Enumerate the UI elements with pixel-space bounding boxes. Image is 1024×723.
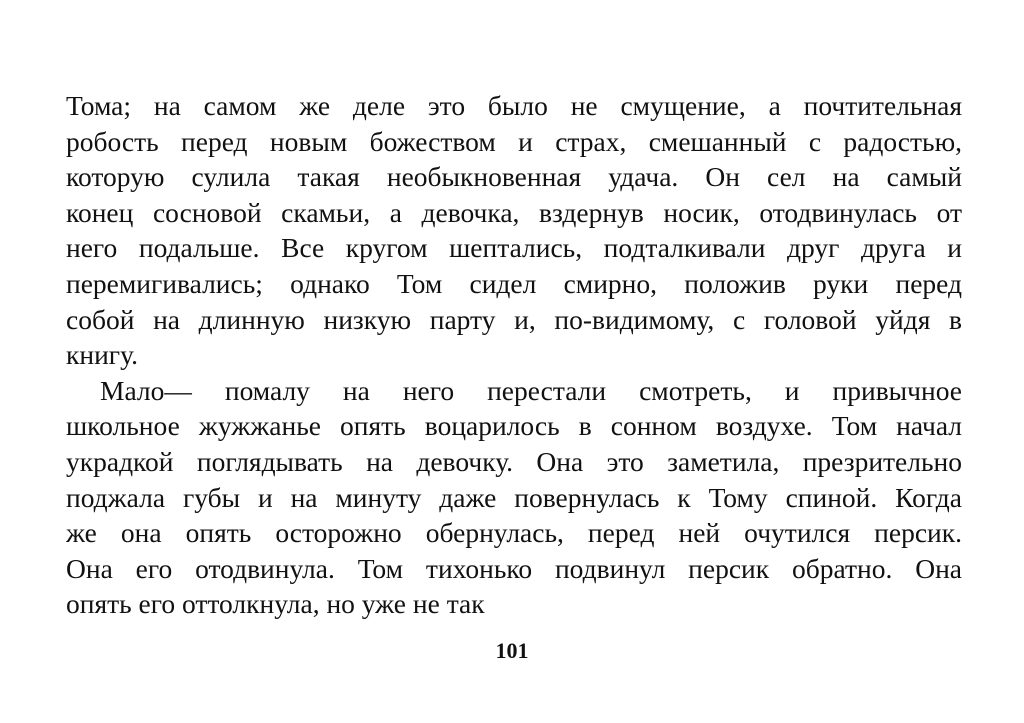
text-line: Она его отодвинула. Том тихонько подвинул персик обратно. Она <box>66 552 962 584</box>
page-text <box>66 88 962 622</box>
text-line: Тома; на самом же деле это было не смущение, а почтительная <box>66 90 962 121</box>
text-line: опять его оттолкнула, но уже не так <box>66 588 485 620</box>
text-line: перемигивались; однако Том сидел смирно, положив руки перед <box>66 267 962 299</box>
page-number: 101 <box>495 638 529 663</box>
text-line: конец сосновой скамьи, а девочка, вздернув носик, отодвинулась от <box>66 196 962 228</box>
text-line: него подальше. Все кругом шептались, подталкивали друг друга и <box>66 232 962 264</box>
text-line: Мало— помалу на него перестали смотреть, и привычное <box>100 374 962 406</box>
text-line: же она опять осторожно обернулась, перед ней очутился персик. <box>66 517 962 549</box>
text-line: украдкой поглядывать на девочку. Она это заметила, презрительно <box>66 445 962 477</box>
text-line: робость перед новым божеством и страх, смешанный с радостью, <box>66 125 962 157</box>
text-line: книгу. <box>66 339 138 371</box>
text-line: школьное жужжанье опять воцарилось в сонном воздухе. Том начал <box>66 410 962 442</box>
text-line: поджала губы и на минуту даже повернулась к Тому спиной. Когда <box>66 481 962 513</box>
text-line: собой на длинную низкую парту и, по-видимому, с головой уйдя в <box>66 303 962 335</box>
text-line: которую сулила такая необыкновенная удача. Он сел на самый <box>66 161 962 193</box>
